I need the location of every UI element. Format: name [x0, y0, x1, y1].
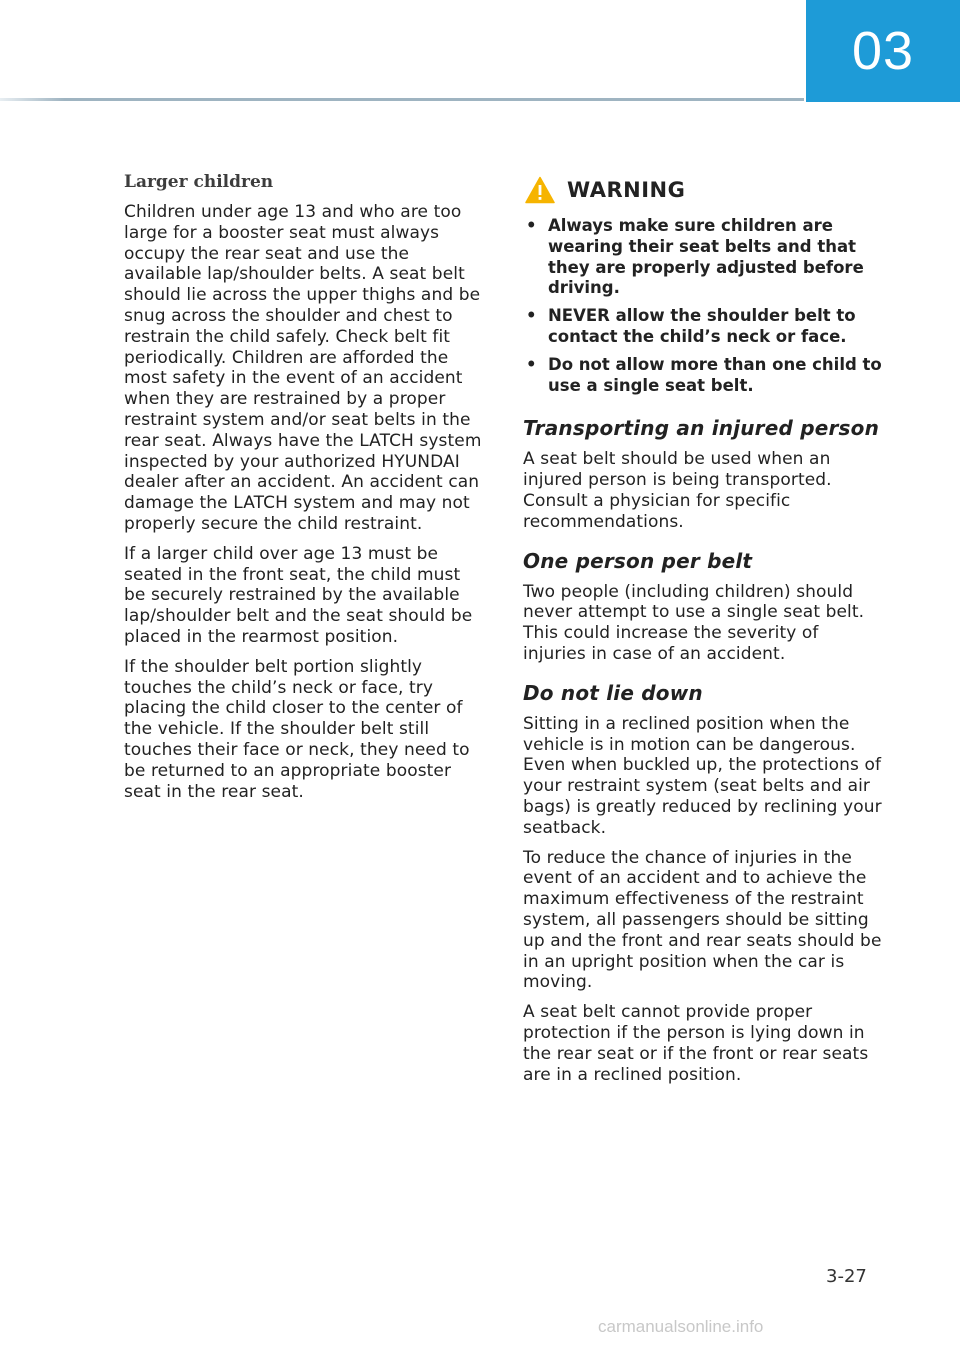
bullet: •: [526, 306, 537, 326]
warning-header: [525, 176, 883, 204]
warning-item-text: NEVER allow the shoulder belt to contact the child’s neck or face.: [548, 306, 856, 346]
paragraph: Two people (including children) should never attempt to use a single seat belt. This could increase the severity of injuries in case of an accident.: [523, 581, 865, 664]
right-column: [523, 176, 883, 1094]
section-title-one-person-per-belt: One person per belt: [523, 548, 753, 573]
watermark: carmanualsonline.info: [598, 1317, 764, 1336]
paragraph: A seat belt should be used when an injured person is being transported. Consult a physician for specific recommendations.: [523, 449, 832, 532]
section-title-do-not-lie-down: Do not lie down: [523, 680, 703, 705]
paragraph: If a larger child over age 13 must be seated in the front seat, the child must be securely restrained by the available lap/shoulder belt and the seat should be placed in the rearmost position.: [124, 543, 473, 647]
warning-list: [523, 216, 883, 396]
warning-title: WARNING: [567, 178, 686, 202]
page-number: 3-27: [826, 1266, 867, 1287]
paragraph: To reduce the chance of injuries in the event of an accident and to achieve the maximum effectiveness of the restraint system, all passengers should be sitting up and the front and rear seats should be in an upright position when the car is moving.: [523, 847, 882, 993]
paragraph: Sitting in a reclined position when the vehicle is in motion can be dangerous. Even when buckled up, the protections of your restraint system (seat belts and air bags) is greatly reduced by reclining your seatback.: [523, 713, 882, 838]
paragraph: Children under age 13 and who are too large for a booster seat must always occupy the rear seat and use the available lap/shoulder belts. A seat belt should lie across the upper thighs and be snug across the shoulder and chest to restrain the child safely. Check belt fit periodically. Children are afforded the most safety in the event of an accident when they are restrained by a proper restraint system and/or seat belts in the rear seat. Always have the LATCH system inspected by your authorized HYUNDAI dealer after an accident. An accident can damage the LATCH system and may not properly secure the child restraint.: [124, 202, 482, 534]
subheading-larger-children: Larger children: [124, 172, 274, 192]
section-title-transporting-injured: Transporting an injured person: [523, 416, 880, 441]
warning-item: [523, 355, 883, 397]
chapter-number: 03: [851, 21, 915, 81]
bullet: •: [526, 216, 537, 235]
header-divider: [0, 98, 804, 101]
warning-item-text: Do not allow more than one child to use a single seat belt.: [548, 354, 882, 395]
warning-item: [523, 306, 883, 348]
paragraph: If the shoulder belt portion slightly touches the child’s neck or face, try placing the child closer to the center of the vehicle. If the shoulder belt still touches their face or neck, they need to be returned to an appropriate booster seat in the rear seat.: [124, 656, 470, 802]
paragraph: A seat belt cannot provide proper protection if the person is lying down in the rear seat or if the front or rear seats are in a reclined position.: [523, 1002, 869, 1085]
warning-item-text: Always make sure children are wearing their seat belts and that they are properly adjusted before driving.: [548, 216, 864, 298]
warning-item: [523, 216, 883, 299]
left-column: [124, 172, 484, 811]
bullet: •: [526, 354, 537, 374]
chapter-tab: [806, 0, 960, 102]
warning-triangle-icon: [525, 176, 555, 204]
